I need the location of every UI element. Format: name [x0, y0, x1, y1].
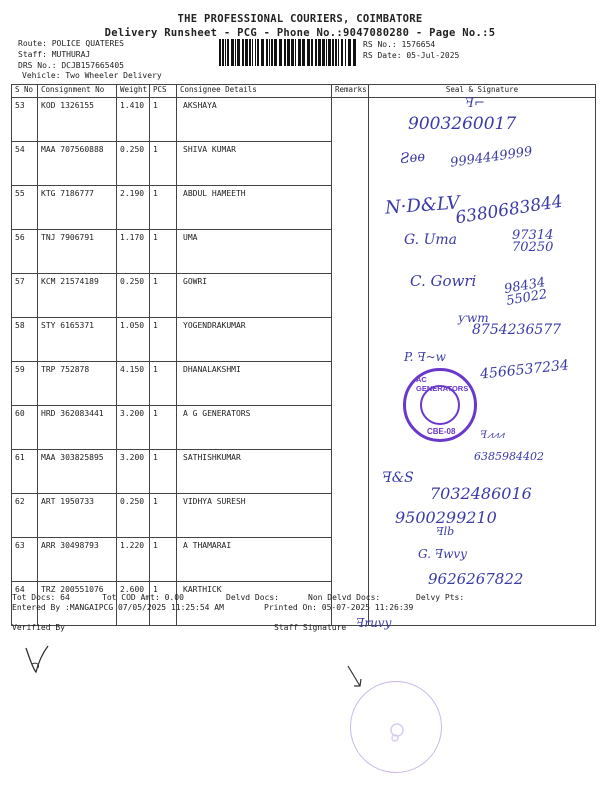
cell-pcs: 1 — [150, 142, 177, 186]
signature-scribble: ꟻlb — [436, 525, 455, 538]
cell-weight: 0.250 — [117, 142, 150, 186]
barcode-bar — [249, 39, 251, 66]
handwritten-phone: 6380683844 — [454, 191, 565, 229]
signature-scribble: G. ꟻwvy — [418, 547, 467, 561]
barcode-bar — [255, 39, 256, 66]
cell-weight: 0.250 — [117, 494, 150, 538]
col-header-weight: Weight — [117, 85, 150, 98]
cell-weight: 1.410 — [117, 98, 150, 142]
printed-on: Printed On: 05-07-2025 11:26:39 — [264, 603, 414, 612]
stamp-top-text: AC GENERATORS — [416, 375, 469, 393]
cell-sno: 64 — [12, 582, 38, 626]
barcode-bar — [225, 39, 226, 66]
cell-sno: 55 — [12, 186, 38, 230]
cell-remarks — [332, 362, 369, 406]
cell-weight: 3.200 — [117, 450, 150, 494]
cell-consignee: KARTHICK — [177, 582, 332, 626]
cell-weight: 1.220 — [117, 538, 150, 582]
cell-weight: 3.200 — [117, 406, 150, 450]
barcode-bar — [222, 39, 224, 66]
cell-pcs: 1 — [150, 274, 177, 318]
handwritten-name: C. Gowri — [410, 272, 477, 290]
col-header-sno: S No — [12, 85, 38, 98]
company-stamp — [403, 368, 477, 442]
barcode-bar — [219, 39, 221, 66]
barcode-bar — [271, 39, 273, 66]
handwritten-phone: 9003260017 — [408, 114, 517, 134]
cell-sno: 54 — [12, 142, 38, 186]
cell-consignee: GOWRI — [177, 274, 332, 318]
barcode-bar — [328, 39, 331, 66]
drs-number: DRS No.: DCJB157665405 — [18, 61, 124, 70]
barcode-bar — [252, 39, 253, 66]
cell-consignee: AKSHAYA — [177, 98, 332, 142]
cell-remarks — [332, 406, 369, 450]
cell-sno: 61 — [12, 450, 38, 494]
barcode-bar — [274, 39, 277, 66]
staff-label: Staff: MUTHURAJ — [18, 50, 91, 59]
route-label: Route: POLICE QUATERES — [18, 39, 124, 48]
cell-weight: 2.190 — [117, 186, 150, 230]
cell-sno: 57 — [12, 274, 38, 318]
barcode-bar — [348, 39, 351, 66]
cell-consignee: YOGENDRAKUMAR — [177, 318, 332, 362]
barcode-bar — [326, 39, 327, 66]
col-header-seal: Seal & Signature — [369, 85, 596, 98]
handwritten-phone: 9500299210 — [395, 508, 497, 527]
cell-pcs: 1 — [150, 186, 177, 230]
signature-scribble: Ꙅѳѳ — [399, 148, 426, 168]
delivered-docs: Delvd Docs: — [226, 593, 279, 602]
cell-seal-signature — [369, 406, 596, 450]
cell-pcs: 1 — [150, 450, 177, 494]
handwritten-phone: 7032486016 — [430, 484, 532, 503]
barcode-bar — [269, 39, 270, 66]
col-header-remarks: Remarks — [332, 85, 369, 98]
cell-pcs: 1 — [150, 582, 177, 626]
barcode-bar — [287, 39, 290, 66]
cell-consignee: UMA — [177, 230, 332, 274]
handwritten-phone: 8754236577 — [472, 322, 562, 338]
barcode-bar — [231, 39, 234, 66]
staff-signature-scribble: ꟻruvy — [356, 616, 392, 630]
cell-sno: 63 — [12, 538, 38, 582]
barcode — [219, 39, 356, 66]
stamp-bottom-text: CBE-08 — [427, 427, 456, 436]
cell-pcs: 1 — [150, 98, 177, 142]
barcode-bar — [298, 39, 301, 66]
cell-remarks — [332, 318, 369, 362]
cell-consignment-no: KOD 1326155 — [38, 98, 117, 142]
barcode-bar — [318, 39, 321, 66]
cell-weight: 1.170 — [117, 230, 150, 274]
cell-consignee: SHIVA KUMAR — [177, 142, 332, 186]
cell-weight: 4.150 — [117, 362, 150, 406]
cell-consignment-no: MAA 303825895 — [38, 450, 117, 494]
barcode-bar — [227, 39, 229, 66]
cell-consignment-no: ARR 30498793 — [38, 538, 117, 582]
cell-consignment-no: TRZ 200551076 — [38, 582, 117, 626]
rs-number: RS No.: 1576654 — [363, 40, 436, 49]
cell-weight: 2.600 — [117, 582, 150, 626]
rs-date: RS Date: 05-Jul-2025 — [363, 51, 460, 60]
handwritten-phone: 97314 70250 — [512, 228, 554, 255]
cell-consignment-no: TNJ 7906791 — [38, 230, 117, 274]
signature-scribble: ꟻ&S — [382, 470, 414, 486]
cell-consignment-no: KTG 7186777 — [38, 186, 117, 230]
cell-pcs: 1 — [150, 362, 177, 406]
barcode-bar — [341, 39, 343, 66]
cell-pcs: 1 — [150, 538, 177, 582]
delivery-points: Delvy Pts: — [416, 593, 465, 602]
barcode-bar — [266, 39, 268, 66]
cell-remarks — [332, 186, 369, 230]
barcode-bar — [315, 39, 317, 66]
cell-consignment-no: HRD 362083441 — [38, 406, 117, 450]
cell-consignment-no: TRP 752878 — [38, 362, 117, 406]
entered-by: Entered By :MANGAIPCG 07/05/2025 11:25:54 AM — [12, 603, 224, 612]
handwritten-phone: 4566537234 — [479, 357, 570, 383]
col-header-consignee: Consignee Details — [177, 85, 332, 98]
signature-scribble: ꟻ⌐ — [465, 96, 485, 111]
cell-consignee: SATHISHKUMAR — [177, 450, 332, 494]
signature-scribble: P. ꟻ~w — [404, 350, 446, 364]
barcode-bar — [242, 39, 244, 66]
handwritten-phone: 9626267822 — [428, 570, 524, 588]
handwritten-phone: 9994449999 — [449, 144, 534, 171]
cell-remarks — [332, 230, 369, 274]
barcode-bar — [284, 39, 286, 66]
handwritten-name: G. Uma — [404, 232, 458, 248]
cell-pcs: 1 — [150, 230, 177, 274]
cell-sno: 62 — [12, 494, 38, 538]
cell-weight: 0.250 — [117, 274, 150, 318]
barcode-bar — [235, 39, 236, 66]
company-title: THE PROFESSIONAL COURIERS, COIMBATORE — [177, 13, 423, 25]
barcode-bar — [307, 39, 310, 66]
cell-pcs: 1 — [150, 406, 177, 450]
cell-pcs: 1 — [150, 494, 177, 538]
barcode-bar — [279, 39, 282, 66]
staff-signature-label: Staff Signature — [274, 623, 347, 632]
barcode-bar — [295, 39, 296, 66]
barcode-bar — [261, 39, 264, 66]
cell-remarks — [332, 142, 369, 186]
col-header-consignment: Consignment No — [38, 85, 117, 98]
barcode-bar — [311, 39, 313, 66]
cell-sno: 58 — [12, 318, 38, 362]
barcode-bar — [335, 39, 337, 66]
verified-by-label: Verified By — [12, 623, 65, 632]
barcode-bar — [291, 39, 294, 66]
runsheet-subtitle: Delivery Runsheet - PCG - Phone No.:9047080280 - Page No.:5 — [104, 27, 496, 39]
table-header-row — [12, 85, 596, 98]
cell-sno: 53 — [12, 98, 38, 142]
cell-consignee: DHANALAKSHMI — [177, 362, 332, 406]
faint-stamp-center-mark — [351, 682, 441, 772]
barcode-bar — [237, 39, 240, 66]
col-header-pcs: PCS — [150, 85, 177, 98]
barcode-bar — [302, 39, 305, 66]
cell-remarks — [332, 450, 369, 494]
barcode-bar — [353, 39, 356, 66]
barcode-bar — [322, 39, 325, 66]
cell-consignment-no: MAA 707560888 — [38, 142, 117, 186]
cell-sno: 56 — [12, 230, 38, 274]
faint-circular-stamp — [350, 681, 442, 773]
cell-consignment-no: KCM 21574189 — [38, 274, 117, 318]
cell-remarks — [332, 274, 369, 318]
signature-scribble: ƴwm — [458, 311, 489, 325]
cell-remarks — [332, 98, 369, 142]
cell-sno: 60 — [12, 406, 38, 450]
cell-consignment-no: STY 6165371 — [38, 318, 117, 362]
barcode-bar — [332, 39, 334, 66]
table-row — [12, 230, 596, 274]
signature-scribble: N·D&LV — [384, 192, 461, 219]
barcode-bar — [257, 39, 259, 66]
handwritten-phone: 6385984402 — [474, 450, 544, 463]
cell-remarks — [332, 538, 369, 582]
runsheet-table — [11, 84, 596, 626]
barcode-bar — [245, 39, 248, 66]
cell-consignee: A G GENERATORS — [177, 406, 332, 450]
barcode-bar — [345, 39, 346, 66]
total-docs: Tot Docs: 64 — [12, 593, 70, 602]
non-delivered-docs: Non Delvd Docs: — [308, 593, 381, 602]
barcode-bar — [338, 39, 339, 66]
total-cod-amount: Tot COD Amt: 0.00 — [102, 593, 184, 602]
table-row — [12, 406, 596, 450]
vehicle-label: Vehicle: Two Wheeler Delivery — [22, 71, 162, 80]
cell-consignee: A THAMARAI — [177, 538, 332, 582]
handwritten-phone: 98434 55022 — [503, 275, 549, 309]
cell-consignee: VIDHYA SURESH — [177, 494, 332, 538]
cell-remarks — [332, 494, 369, 538]
signature-scribble: ꟻ⩘⩘⩘ — [480, 430, 504, 441]
cell-consignee: ABDUL HAMEETH — [177, 186, 332, 230]
cell-pcs: 1 — [150, 318, 177, 362]
verification-mark — [22, 640, 52, 676]
cell-sno: 59 — [12, 362, 38, 406]
cell-weight: 1.050 — [117, 318, 150, 362]
cell-consignment-no: ART 1950733 — [38, 494, 117, 538]
